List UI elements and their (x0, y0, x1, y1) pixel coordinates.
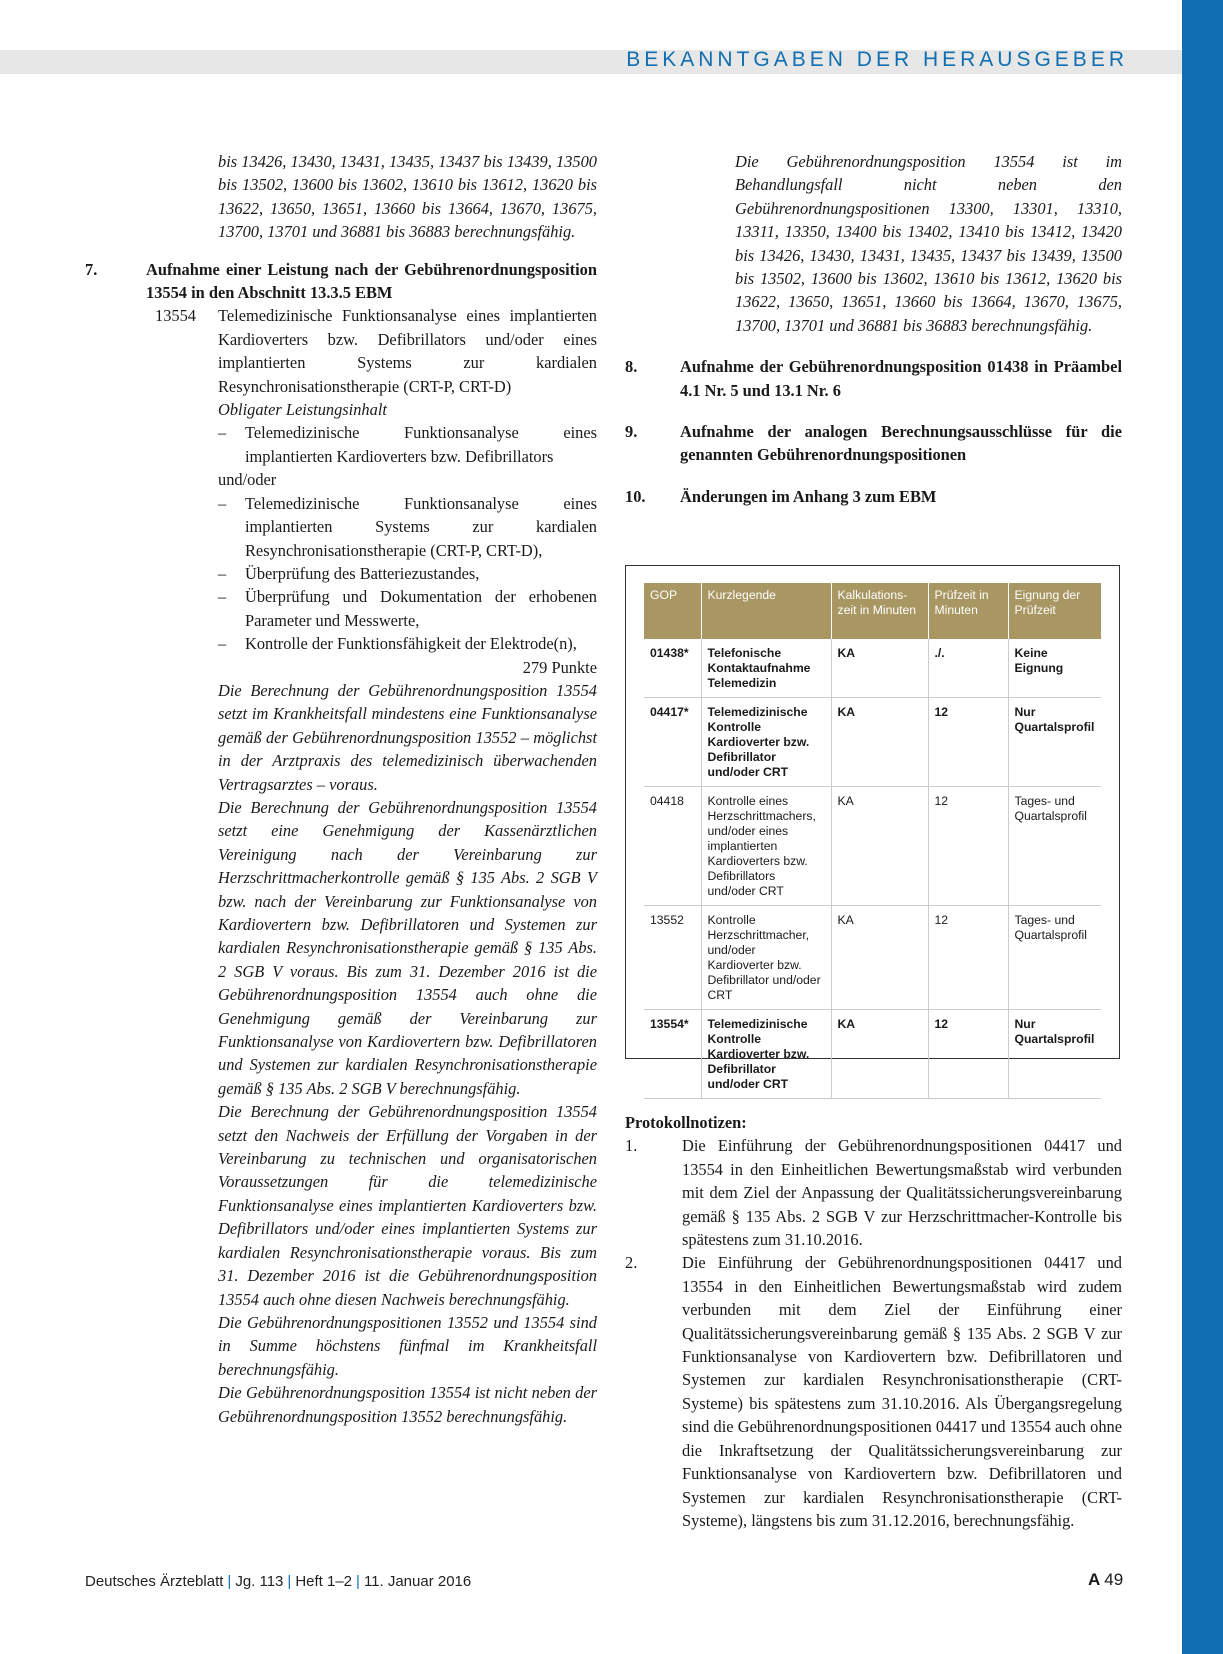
left-column (85, 150, 597, 1428)
issue-date: 11. Januar 2016 (363, 1573, 472, 1590)
paragraph: Die Gebührenordnungspositionen 13552 und 13554 sind in Summe höchstens fünfmal im Krankheitsfall berechnungsfähig. (218, 1312, 597, 1379)
issue: Heft 1–2 (295, 1573, 353, 1590)
gop-table-box (625, 565, 1120, 1091)
sidebar-accent (1182, 0, 1223, 1654)
column-header: Prüfzeit in Minuten (928, 583, 1008, 639)
gop-entry (85, 304, 597, 398)
paragraph: Die Berechnung der Gebührenordnungsposition 13554 setzt eine Genehmigung der Kassenärztlichen Vereinigung nach der Vereinbarung zur Herzschrittmacherkontrolle gemäß § 135 Abs. 2 SGB V bzw. nach der Vereinbarung zur Funktionsanalyse von Kardiovertern bzw. Defibrillatoren und Systemen zur kardialen Resynchronisationstherapie gemäß § 135 Abs. 2 SGB V voraus. Bis zum 31. Dezember 2016 ist die Gebührenordnungsposition 13554 auch ohne die Genehmigung gemäß der Vereinbarung zur Funktionsanalyse von Kardiovertern bzw. Defibrillatoren und Systemen zur kardialen Resynchronisationstherapie gemäß § 135 Abs. 2 SGB V berechnungsfähig. (218, 797, 597, 1098)
table-row: 13554* Telemedizinische Kontrolle Kardioverter bzw. Defibrillator und/oder CRT KA 12 Nur Quartalsprofil (644, 1010, 1101, 1099)
section-heading: Aufnahme einer Leistung nach der Gebührenordnungsposition 13554 in den Abschnitt 13.3.5 EBM (146, 259, 597, 303)
table-row: 04417* Telemedizinische Kontrolle Kardioverter bzw. Defibrillator und/oder CRT KA 12 Nur Quartalsprofil (644, 698, 1101, 787)
points-value: 279 Punkte (522, 657, 597, 677)
table-row: 13552 Kontrolle Herzschrittmacher, und/oder Kardioverter bzw. Defibrillator und/oder CRT KA 12 Tages- und Quartalsprofil (644, 906, 1101, 1010)
column-header: Kalkulations-zeit in Minuten (831, 583, 928, 639)
column-header: Eignung der Prüfzeit (1008, 583, 1101, 639)
volume: Jg. 113 (235, 1573, 284, 1590)
list-item: – Telemedizinische Funktionsanalyse eines implantierten Systems zur kardialen Resynchronisationstherapie (CRT-P, CRT-D), (218, 493, 597, 560)
list-item: – Kontrolle der Funktionsfähigkeit der Elektrode(n), 279 Punkte (85, 632, 597, 679)
column-header: Kurzlegende (701, 583, 831, 639)
table-row: 01438* Telefonische Kontaktaufnahme Telemedizin KA ./. Keine Eignung (644, 639, 1101, 698)
column-header: GOP (644, 583, 701, 639)
paragraph: Die Gebührenordnungsposition 13554 ist im Behandlungsfall nicht neben den Gebührenordnungspositionen 13300, 13301, 13310, 13311, 13350, 13400 bis 13402, 13410 bis 13412, 13420 bis 13426, 13430, 13431, 13435, 13437 bis 13439, 13500 bis 13502, 13600 bis 13602, 13610 bis 13612, 13620 bis 13622, 13650, 13651, 13660 bis 13664, 13670, 13675, 13700, 13701 und 36881 bis 36883 berechnungsfähig. (735, 152, 1122, 335)
section-10: 10. Änderungen im Anhang 3 zum EBM (625, 486, 937, 506)
page-number: A 49 (1088, 1570, 1124, 1589)
protocol-notes (625, 1111, 1122, 1532)
list-item: – Telemedizinische Funktionsanalyse eines implantierten Kardioverters bzw. Defibrillators (218, 423, 597, 466)
paragraph: Die Berechnung der Gebührenordnungsposition 13554 setzt den Nachweis der Erfüllung der Vorgaben in der Vereinbarung zu technischen und organisatorischen Voraussetzungen für die telemedizinische Funktionsanalyse eines implantierten Kardioverters bzw. Defibrillators und/oder eines implantierten Systems zur kardialen Resynchronisationstherapie voraus. Bis zum 31. Dezember 2016 ist die Gebührenordnungsposition 13554 auch ohne diesen Nachweis berechnungsfähig. (218, 1102, 597, 1309)
intro-text: bis 13426, 13430, 13431, 13435, 13437 bis 13439, 13500 bis 13502, 13600 bis 13602, 13610 bis 13612, 13620 bis 13622, 13650, 13651, 13660 bis 13664, 13670, 13675, 13700, 13701 und 36881 bis 36883 berechnungsfähig. (218, 152, 597, 242)
gop-code: 13554 (155, 306, 196, 326)
paragraph: Die Berechnung der Gebührenordnungsposition 13554 setzt im Krankheitsfall mindestens eine Funktionsanalyse gemäß der Gebührenordnungsposition 13552 – möglichst in der Arztpraxis des telemedizinisch überwachenden Vertragsarztes – voraus. (218, 680, 597, 794)
section-number: 7. (85, 259, 98, 279)
und-oder-label: und/oder (218, 470, 277, 490)
section-9: 9. Aufnahme der analogen Berechnungsausschlüsse für die genannten Gebührenordnungspositionen (625, 422, 1122, 465)
section-title: BEKANNTGABEN DER HERAUSGEBER (626, 48, 1128, 71)
table-row: 04418 Kontrolle eines Herzschrittmachers, und/oder eines implantierten Kardioverters bzw. Defibrillators und/oder CRT KA 12 Tages- und Quartalsprofil (644, 787, 1101, 906)
gop-table (644, 583, 1101, 1099)
protocol-item: 2. Die Einführung der Gebührenordnungspositionen 04417 und 13554 in den Einheitlichen Bewertungsmaßstab wird zudem verbunden mit dem Ziel der Einführung einer Qualitätssicherungsvereinbarung gemäß § 135 Abs. 2 SGB V zur Funktionsanalyse von Kardiovertern bzw. Defibrillatoren und Systemen zur kardialen Resynchronisationstherapie (CRT-Systeme) bis spätestens zum 31.10.2016. Als Übergangsregelung sind die Gebührenordnungspositionen 04417 und 13554 auch ohne die Inkraftsetzung der Qualitätssicherungsvereinbarung zur Funktionsanalyse von Kardiovertern bzw. Defibrillatoren und Systemen zur kardialen Resynchronisationstherapie (CRT-Systeme), längstens bis zum 31.12.2016, berechnungsfähig. (625, 1253, 1122, 1530)
section-7 (85, 258, 597, 305)
journal-name: Deutsches Ärzteblatt (85, 1573, 224, 1590)
footer: Deutsches Ärzteblatt | Jg. 113 | Heft 1–2 | 11. Januar 2016 (85, 1573, 472, 1590)
list-item: – Überprüfung und Dokumentation der erhobenen Parameter und Messwerte, (218, 587, 597, 630)
gop-description: Telemedizinische Funktionsanalyse eines implantierten Kardioverters bzw. Defibrillators und/oder eines implantierten Systems zur kardialen Resynchronisationstherapie (CRT-P, CRT-D) (218, 306, 597, 396)
list-item: – Überprüfung des Batteriezustandes, (218, 563, 480, 583)
table-header-row (644, 583, 1101, 639)
protocol-item: 1. Die Einführung der Gebührenordnungspositionen 04417 und 13554 in den Einheitlichen Bewertungsmaßstab wird verbunden mit dem Ziel der Anpassung der Qualitätssicherungsvereinbarung gemäß § 135 Abs. 2 SGB V zur Herzschrittmacher-Kontrolle bis spätestens zum 31.10.2016. (625, 1136, 1122, 1250)
obligat-label: Obligater Leistungsinhalt (218, 400, 387, 420)
right-column (625, 150, 1122, 508)
protocol-title: Protokollnotizen: (625, 1113, 747, 1132)
paragraph: Die Gebührenordnungsposition 13554 ist nicht neben der Gebührenordnungsposition 13552 berechnungsfähig. (218, 1383, 597, 1426)
section-8: 8. Aufnahme der Gebührenordnungsposition 01438 in Präambel 4.1 Nr. 5 und 13.1 Nr. 6 (625, 357, 1122, 400)
